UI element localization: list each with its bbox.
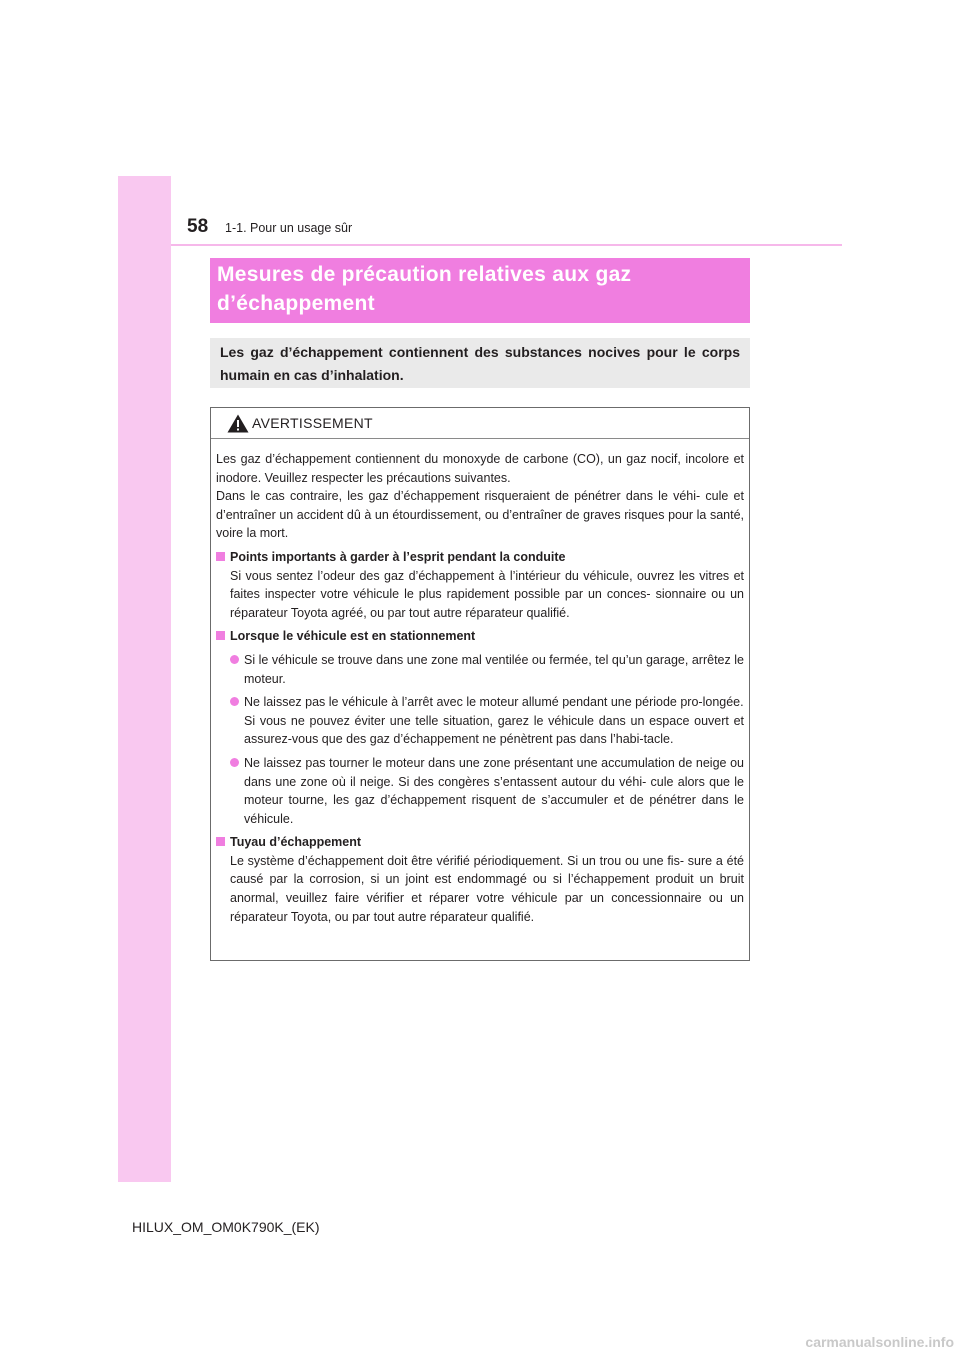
section-driving-line: sionnaire ou un réparateur Toyota agréé, ou par tout autre réparateur qualifié. <box>230 587 745 620</box>
warning-intro-line: incolore et inodore. Veuillez respecter les précautions suivantes. <box>216 452 744 485</box>
section-exhaust-pipe-line: concessionnaire ou un réparateur Toyota, ou par tout autre réparateur qualifié. <box>230 891 744 924</box>
document-code: HILUX_OM_OM0K790K_(EK) <box>132 1219 320 1235</box>
warning-body <box>211 439 749 926</box>
side-color-band <box>118 176 171 1182</box>
section-parked-title-text: Lorsque le véhicule est en stationnement <box>230 629 476 644</box>
intro-line-2: corps humain en cas d’inhalation. <box>220 344 740 383</box>
breadcrumb: 1-1. Pour un usage sûr <box>225 221 353 235</box>
section-driving-line: vitres et faites inspecter votre véhicule le plus rapidement possible par un conces- <box>230 568 744 602</box>
section-parked-title <box>216 627 744 646</box>
section-exhaust-pipe-line: produit un bruit anormal, veuillez faire vérifier et réparer votre véhicule par un <box>230 872 744 906</box>
warning-intro-paragraph <box>216 450 744 543</box>
list-item-line: neige ou dans une zone où il neige. Si des congères s’entassent autour du véhi- <box>244 755 744 789</box>
list-item-line: cule alors que le moteur tourne, les gaz d’échappement risquent de s’accumuler et <box>244 774 744 808</box>
section-driving-title-text: Points importants à garder à l’esprit pendant la conduite <box>230 549 566 564</box>
list-item-line: ouvert et assurez-vous que des gaz d’échappement ne pénètrent pas dans l’habi- <box>244 713 744 747</box>
warning-triangle-icon <box>227 414 249 433</box>
section-exhaust-pipe-text <box>216 852 744 926</box>
warning-intro-line: Les gaz d’échappement contiennent du monoxyde de carbone (CO), un gaz nocif, <box>216 452 681 466</box>
section-title-line-1: Mesures de précaution relatives aux gaz <box>217 263 632 286</box>
warning-box <box>210 407 750 961</box>
list-item-text <box>244 693 744 749</box>
circle-bullet-icon <box>230 697 239 706</box>
circle-bullet-icon <box>230 758 239 767</box>
intro-line-1: Les gaz d’échappement contiennent des substances nocives pour le <box>220 344 696 360</box>
section-exhaust-pipe-line: sure a été causé par la corrosion, si un joint est endommagé ou si l’échappement <box>230 853 744 887</box>
list-item-text <box>244 754 744 828</box>
warning-header <box>211 408 749 439</box>
section-driving-title <box>216 548 744 567</box>
section-parked <box>216 627 744 828</box>
square-bullet-icon <box>216 837 225 846</box>
section-driving-line: Si vous sentez l’odeur des gaz d’échappement à l’intérieur du véhicule, ouvrez les <box>230 568 695 583</box>
warning-intro-line: risques pour la santé, voire la mort. <box>216 507 745 541</box>
section-title-box <box>210 258 750 323</box>
list-item <box>216 693 744 749</box>
warning-intro-line: Dans le cas contraire, les gaz d’échappement risqueraient de pénétrer dans le véhi- <box>216 489 701 504</box>
list-item-line: Ne laissez pas le véhicule à l’arrêt avec le moteur allumé pendant une période pro- <box>244 695 703 710</box>
page-number: 58 <box>187 216 209 237</box>
warning-intro-line: cule et d’entraîner un accident dû à un étourdissement, ou d’entraîner de graves <box>216 489 744 522</box>
list-item-line: Si le véhicule se trouve dans une zone mal ventilée ou fermée, tel qu’un garage, <box>244 652 689 667</box>
section-title-line-2: d’échappement <box>217 292 375 315</box>
square-bullet-icon <box>216 552 225 561</box>
list-item-line: Si vous ne pouvez éviter une telle situation, garez le véhicule dans un espace <box>244 713 690 728</box>
warning-label: AVERTISSEMENT <box>252 415 373 431</box>
section-exhaust-pipe <box>216 833 744 926</box>
section-driving <box>216 548 744 622</box>
list-item-line: arrêtez le moteur. <box>244 652 744 686</box>
square-bullet-icon <box>216 631 225 640</box>
list-item-line: longée. <box>702 695 744 710</box>
watermark: carmanualsonline.info <box>805 1334 954 1350</box>
list-item-line: Ne laissez pas tourner le moteur dans une zone présentant une accumulation de <box>244 755 693 770</box>
intro-summary-box <box>210 338 750 388</box>
circle-bullet-icon <box>230 655 239 664</box>
list-item <box>216 651 744 688</box>
list-item <box>216 754 744 828</box>
section-exhaust-pipe-title-text: Tuyau d’échappement <box>230 835 362 850</box>
section-exhaust-pipe-title <box>216 833 744 852</box>
header-divider <box>171 244 842 246</box>
list-item-line: de pénétrer dans le véhicule. <box>244 793 745 826</box>
section-exhaust-pipe-line: Le système d’échappement doit être vérifié périodiquement. Si un trou ou une fis- <box>230 853 684 868</box>
list-item-text <box>244 651 744 688</box>
list-item-line: tacle. <box>643 732 674 747</box>
section-driving-text <box>216 567 744 623</box>
